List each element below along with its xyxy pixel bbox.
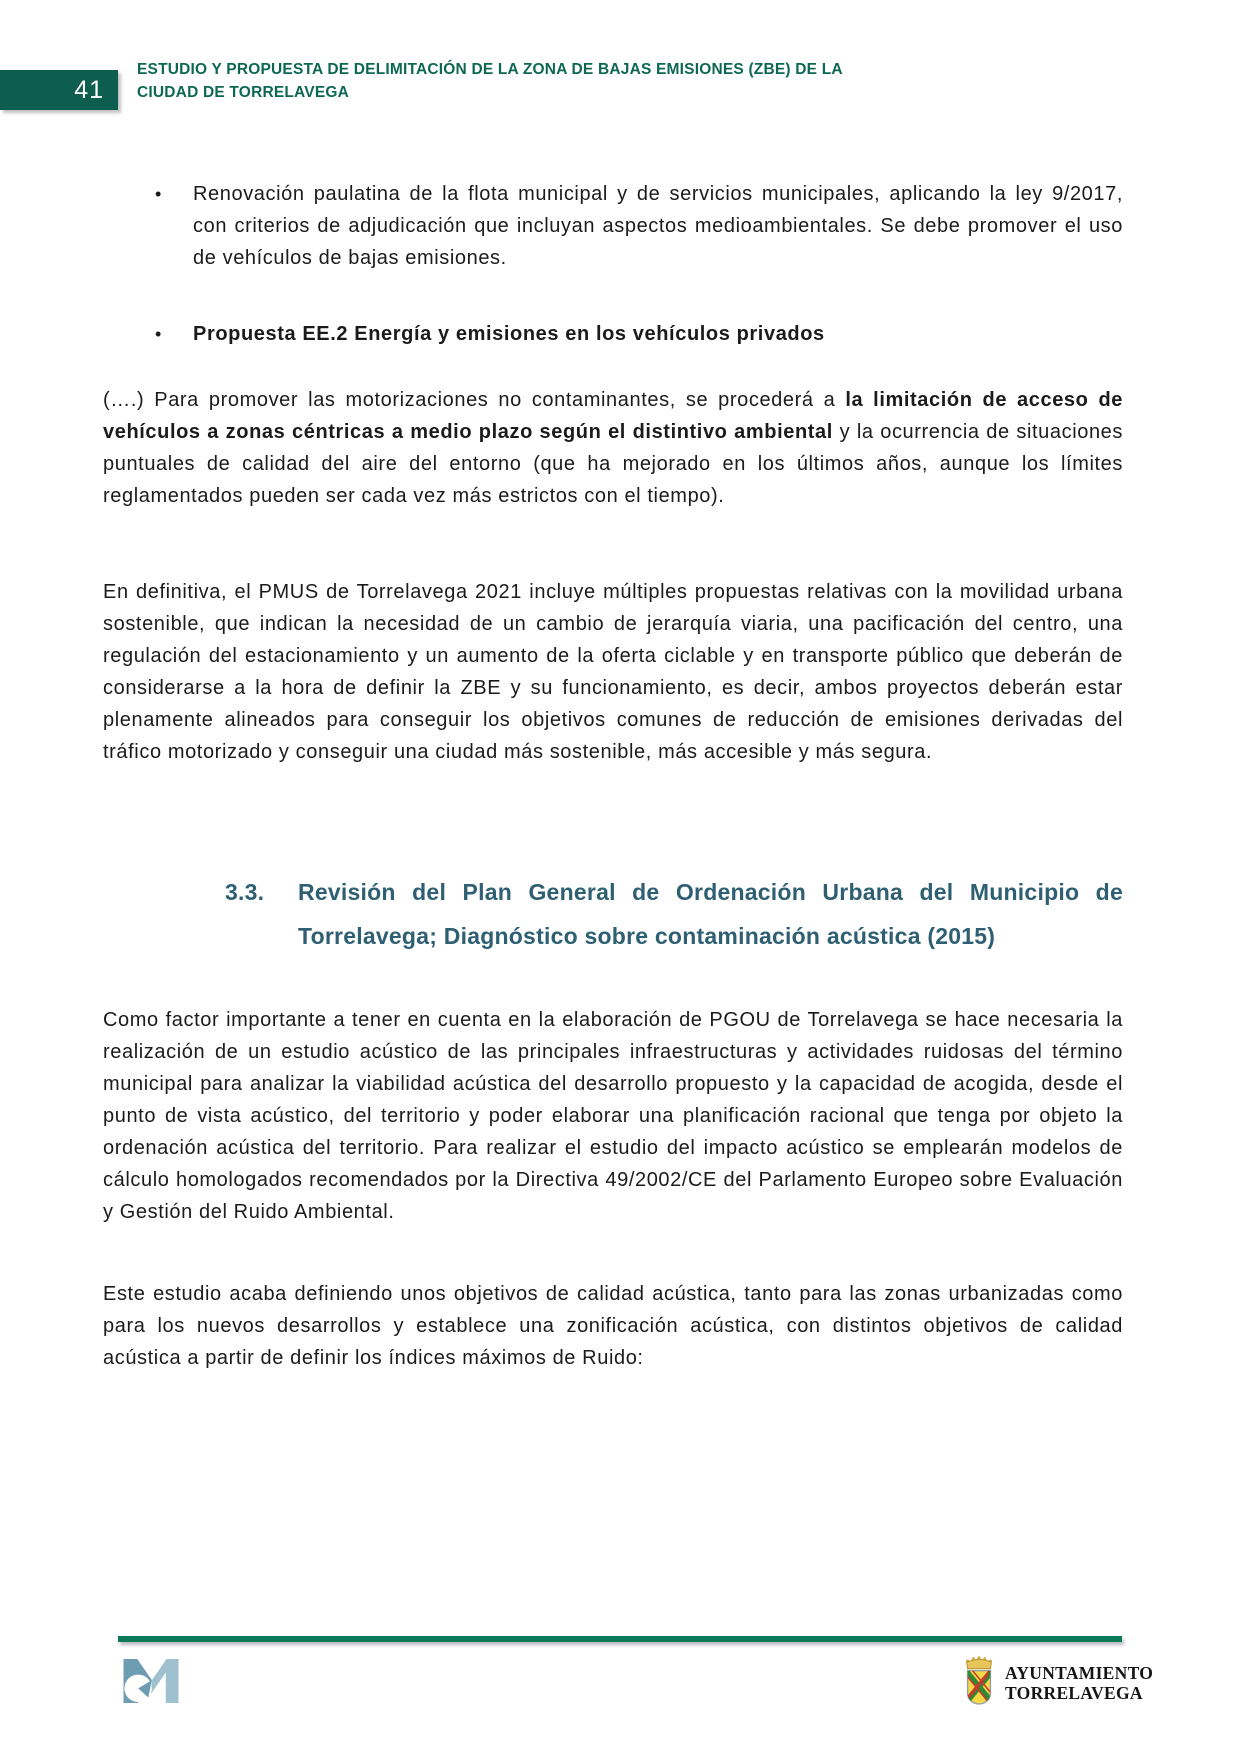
- section-heading-3-3: [225, 870, 1123, 958]
- page-number-box: [0, 70, 118, 110]
- bullet-text: Propuesta EE.2 Energía y emisiones en los vehículos privados: [193, 323, 825, 345]
- bullet-item-renovacion: [103, 178, 1123, 274]
- paragraph-limitacion-acceso: [103, 384, 1123, 512]
- section-number: 3.3.: [225, 879, 265, 905]
- footer-divider-rule: [118, 1636, 1122, 1642]
- header-title-line1: ESTUDIO Y PROPUESTA DE DELIMITACIÓN DE LA ZONA DE BAJAS EMISIONES (ZBE) DE LA: [137, 61, 843, 78]
- paragraph-objetivos-calidad: Este estudio acaba definiendo unos objetivos de calidad acústica, tanto para las zonas urbanizadas como para los nuevos desarrollos y establece una zonificación acústica, con distintos objetivos de calidad acústica a partir de definir los índices máximos de Ruido:: [103, 1283, 1123, 1369]
- bullet-marker: •: [155, 184, 162, 204]
- municipality-name-line1: AYUNTAMIENTO: [1005, 1663, 1154, 1683]
- municipality-name: [1005, 1663, 1153, 1703]
- page-number: 41: [74, 76, 104, 104]
- paragraph-pgou-factor: Como factor importante a tener en cuenta en la elaboración de PGOU de Torrelavega se hace necesaria la realización de un estudio acústico de las principales infraestructuras y actividades ruidosas del término municipal para analizar la viabilidad acústica del desarrollo propuesto y la capacidad de acogida, desde el punto de vista acústico, del territorio y poder elaborar una planificación racional que tenga por objeto la ordenación acústica del territorio. Para realizar el estudio del impacto acústico se emplearán modelos de cálculo homologados recomendados por la Directiva 49/2002/CE del Parlamento Europeo sobre Evaluación y Gestión del Ruido Ambiental.: [103, 1009, 1123, 1223]
- consultant-logo-icon: [122, 1659, 180, 1703]
- municipality-logo: [960, 1653, 1154, 1713]
- section-title: Revisión del Plan General de Ordenación Urbana del Municipio de Torrelavega; Diagnóstico sobre contaminación acústica (2015): [298, 879, 1123, 949]
- running-header-title: [137, 58, 997, 104]
- paragraph-bold-text: la limitación de acceso de vehículos a zonas céntricas a medio plazo según el distintivo ambiental: [103, 389, 1123, 443]
- bullet-item-propuesta-ee2: [103, 318, 1123, 350]
- paragraph-text: (….) Para promover las motorizaciones no contaminantes, se procederá a: [103, 389, 846, 411]
- paragraph-text: y la ocurrencia de situaciones puntuales de calidad del aire del entorno (que ha mejorado en los últimos años, aunque los límites reglamentados pueden ser cada vez más estrictos con el tiempo).: [103, 421, 1124, 507]
- bullet-marker: •: [155, 324, 162, 344]
- municipality-crest-icon: [960, 1654, 998, 1712]
- bullet-text: Renovación paulatina de la flota municipal y de servicios municipales, aplicando la ley 9/2017, con criterios de adjudicación que incluyan aspectos medioambientales. Se debe promover el uso de vehículos de bajas emisiones.: [193, 183, 1123, 269]
- header-title-line2: CIUDAD DE TORRELAVEGA: [137, 84, 350, 101]
- municipality-name-line2: TORRELAVEGA: [1005, 1683, 1143, 1703]
- paragraph-pmus-definitiva: En definitiva, el PMUS de Torrelavega 2021 incluye múltiples propuestas relativas con la movilidad urbana sostenible, que indican la necesidad de un cambio de jerarquía viaria, una pacificación del centro, una regulación del estacionamiento y un aumento de la oferta ciclable y en transporte público que deberán de considerarse a la hora de definir la ZBE y su funcionamiento, es decir, ambos proyectos deberán estar plenamente alineados para conseguir los objetivos comunes de reducción de emisiones derivadas del tráfico motorizado y conseguir una ciudad más sostenible, más accesible y más segura.: [103, 581, 1123, 763]
